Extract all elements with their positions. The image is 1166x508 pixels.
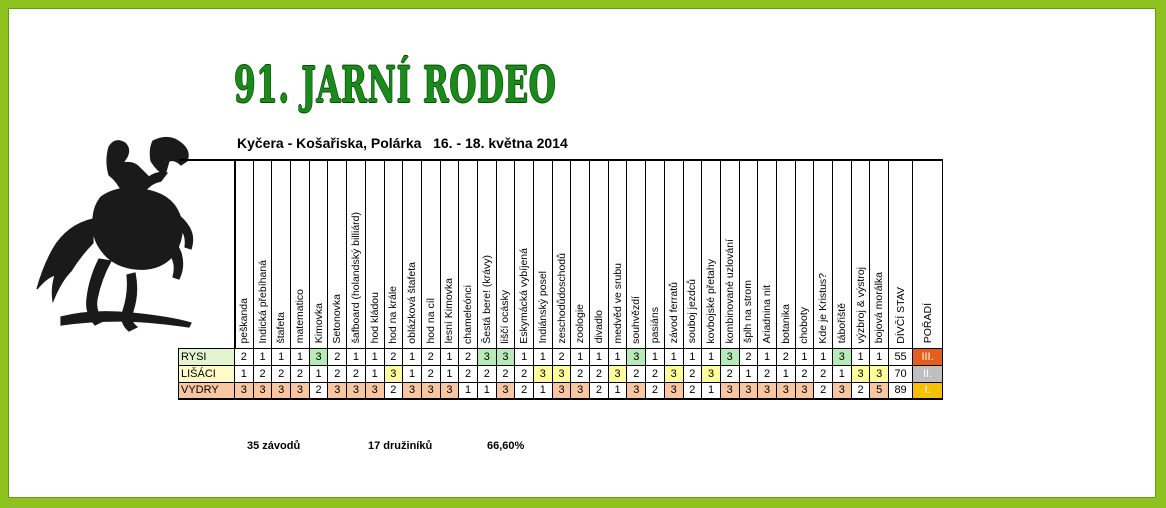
- column-header-label: hod kládou: [368, 292, 381, 344]
- column-header: [496, 160, 515, 348]
- score-cell: 1: [702, 382, 721, 399]
- score-cell: 1: [646, 348, 665, 365]
- score-cell: 2: [253, 365, 272, 382]
- column-header-label: hod na cíl: [424, 297, 437, 344]
- score-cell: 2: [272, 365, 291, 382]
- score-rows: [179, 348, 943, 399]
- score-cell: 1: [851, 348, 870, 365]
- score-cell: 3: [608, 365, 627, 382]
- score-cell: 1: [440, 348, 459, 365]
- column-header-label: štafeta: [275, 311, 288, 344]
- score-cell: 1: [795, 348, 814, 365]
- column-header: [590, 160, 609, 348]
- score-cell: 3: [627, 348, 646, 365]
- table-corner: [179, 160, 235, 348]
- score-cell: 2: [571, 365, 590, 382]
- column-header: [720, 160, 739, 348]
- percent-value: 66,60%: [487, 440, 525, 452]
- score-cell: 2: [720, 365, 739, 382]
- column-header-label: bojová morálka: [873, 272, 886, 344]
- score-cell: 2: [515, 382, 534, 399]
- score-cell: 1: [515, 348, 534, 365]
- score-cell: 3: [347, 382, 366, 399]
- score-cell: 3: [552, 382, 571, 399]
- column-header: [870, 160, 889, 348]
- column-header: [664, 160, 683, 348]
- score-cell: 1: [833, 365, 852, 382]
- rank-cell: I.: [913, 382, 943, 399]
- score-cell: 3: [833, 348, 852, 365]
- score-cell: 2: [683, 365, 702, 382]
- score-cell: 1: [776, 365, 795, 382]
- score-cell: 2: [776, 348, 795, 365]
- column-header: [851, 160, 870, 348]
- score-cell: 1: [683, 348, 702, 365]
- score-cell: 3: [365, 382, 384, 399]
- column-header-label: DÍVČÍ STAV: [894, 286, 907, 344]
- score-cell: 3: [758, 382, 777, 399]
- column-header-label: choboty: [798, 306, 811, 344]
- column-header-label: souhvězdí: [630, 295, 643, 344]
- column-header-label: zoologie: [574, 304, 587, 344]
- table-row: [179, 348, 943, 365]
- score-cell: 3: [403, 382, 422, 399]
- score-cell: 3: [496, 348, 515, 365]
- column-header: [235, 160, 254, 348]
- score-cell: 3: [552, 365, 571, 382]
- column-header-label: botanika: [779, 303, 792, 344]
- score-cell: 3: [253, 382, 272, 399]
- score-cell: 3: [440, 382, 459, 399]
- column-header-label: Kde je Kristus?: [817, 272, 830, 344]
- score-cell: 1: [814, 348, 833, 365]
- column-header-label: Ariadnina nit: [761, 285, 774, 344]
- event-subtitle: Kyčera - Košařiska, Polárka 16. - 18. května 2014: [237, 135, 568, 151]
- column-header-label: kovbojské přetahy: [705, 258, 718, 344]
- column-header-label: Setonovka: [331, 293, 344, 344]
- column-header: [534, 160, 553, 348]
- score-cell: 2: [235, 348, 254, 365]
- page-title: 91. JARNÍ RODEO: [234, 55, 557, 114]
- score-cell: 2: [814, 365, 833, 382]
- column-header-label: kombinované uzlování: [723, 239, 736, 344]
- column-header-label: výzbroj & výstroj: [854, 267, 867, 344]
- score-cell: 2: [291, 365, 310, 382]
- score-cell: 3: [496, 382, 515, 399]
- score-cell: 2: [795, 365, 814, 382]
- column-header: [913, 160, 943, 348]
- score-cell: 2: [646, 382, 665, 399]
- score-cell: 3: [421, 382, 440, 399]
- girls-count-cell: 89: [889, 382, 913, 399]
- column-header-label: zeschodůdoschodů: [555, 253, 568, 344]
- score-cell: 2: [646, 365, 665, 382]
- score-cell: 2: [459, 365, 478, 382]
- score-cell: 3: [664, 365, 683, 382]
- score-cell: 3: [571, 382, 590, 399]
- score-cell: 3: [720, 348, 739, 365]
- column-header: [403, 160, 422, 348]
- score-cell: 3: [702, 365, 721, 382]
- rank-cell: III.: [913, 348, 943, 365]
- score-table: [178, 159, 943, 400]
- score-cell: 2: [328, 348, 347, 365]
- score-cell: 3: [795, 382, 814, 399]
- column-header: [272, 160, 291, 348]
- column-header: [421, 160, 440, 348]
- column-header-label: Indická přebíhaná: [256, 260, 269, 344]
- column-header: [814, 160, 833, 348]
- score-cell: 2: [459, 348, 478, 365]
- column-header-label: závod ferratů: [667, 282, 680, 344]
- column-header-label: lesní Kimovka: [443, 278, 456, 344]
- column-header: [552, 160, 571, 348]
- score-cell: 1: [253, 348, 272, 365]
- column-header: [889, 160, 913, 348]
- score-cell: 1: [477, 382, 496, 399]
- team-name: LIŠÁCI: [179, 365, 235, 382]
- column-header-label: peškanda: [238, 297, 251, 344]
- score-cell: 2: [515, 365, 534, 382]
- column-header-label: souboj jezdců: [686, 279, 699, 344]
- column-header: [776, 160, 795, 348]
- score-cell: 2: [683, 382, 702, 399]
- score-cell: 2: [627, 365, 646, 382]
- score-cell: 1: [365, 365, 384, 382]
- column-header-label: Eskymácká vybíjená: [518, 247, 531, 344]
- score-cell: 2: [851, 382, 870, 399]
- column-header: [365, 160, 384, 348]
- column-header: [309, 160, 328, 348]
- column-header-label: matematico: [293, 289, 306, 344]
- score-cell: 2: [347, 365, 366, 382]
- score-cell: 1: [758, 348, 777, 365]
- score-cell: 2: [421, 348, 440, 365]
- column-header-label: šplh na strom: [742, 280, 755, 344]
- score-cell: 1: [272, 348, 291, 365]
- score-cell: 1: [440, 365, 459, 382]
- score-cell: 3: [291, 382, 310, 399]
- score-cell: 2: [552, 348, 571, 365]
- column-header: [571, 160, 590, 348]
- score-cell: 5: [870, 382, 889, 399]
- score-cell: 3: [235, 382, 254, 399]
- table-row: [179, 382, 943, 399]
- column-header: [459, 160, 478, 348]
- score-cell: 1: [291, 348, 310, 365]
- column-header-label: šafboard (holandský billiárd): [349, 212, 362, 344]
- rank-cell: II.: [913, 365, 943, 382]
- score-cell: 1: [534, 348, 553, 365]
- girls-count-cell: 70: [889, 365, 913, 382]
- member-count: 17 družiníků: [368, 440, 433, 452]
- score-cell: 1: [590, 348, 609, 365]
- score-cell: 1: [608, 382, 627, 399]
- score-cell: 2: [477, 365, 496, 382]
- column-header: [739, 160, 758, 348]
- score-cell: 1: [403, 348, 422, 365]
- girls-count-cell: 55: [889, 348, 913, 365]
- score-cell: 3: [870, 365, 889, 382]
- column-header-label: pasiáns: [648, 307, 661, 344]
- score-cell: 2: [309, 382, 328, 399]
- score-cell: 3: [384, 365, 403, 382]
- score-cell: 2: [590, 365, 609, 382]
- column-header-label: medvěd ve srubu: [611, 262, 624, 344]
- score-cell: 1: [235, 365, 254, 382]
- column-header: [833, 160, 852, 348]
- score-cell: 2: [328, 365, 347, 382]
- column-header-label: oblázková štafeta: [406, 261, 419, 344]
- column-header: [795, 160, 814, 348]
- score-cell: 3: [739, 382, 758, 399]
- score-cell: 1: [571, 348, 590, 365]
- column-header-label: Šestá bere! (krávy): [480, 254, 493, 344]
- column-header-label: liščí ocásky: [499, 289, 512, 344]
- score-cell: 1: [309, 365, 328, 382]
- score-cell: 1: [608, 348, 627, 365]
- column-header-label: tábořiště: [835, 303, 848, 344]
- column-header-label: chameleónci: [462, 284, 475, 344]
- column-header-label: Indiánský posel: [536, 271, 549, 344]
- column-header: [702, 160, 721, 348]
- score-cell: 3: [851, 365, 870, 382]
- score-cell: 3: [664, 382, 683, 399]
- table-row: [179, 365, 943, 382]
- score-cell: 1: [459, 382, 478, 399]
- column-header: [683, 160, 702, 348]
- column-header: [627, 160, 646, 348]
- score-cell: 2: [739, 348, 758, 365]
- score-cell: 2: [814, 382, 833, 399]
- score-cell: 3: [833, 382, 852, 399]
- column-header: [291, 160, 310, 348]
- column-header: [384, 160, 403, 348]
- race-count: 35 závodů: [247, 440, 301, 452]
- score-cell: 2: [384, 382, 403, 399]
- column-header-label: Kimovka: [312, 303, 325, 344]
- score-cell: 3: [477, 348, 496, 365]
- column-header-label: divadlo: [592, 310, 605, 344]
- score-cell: 2: [758, 365, 777, 382]
- score-cell: 1: [403, 365, 422, 382]
- score-cell: 3: [534, 365, 553, 382]
- column-header: [440, 160, 459, 348]
- score-cell: 3: [776, 382, 795, 399]
- score-cell: 2: [496, 365, 515, 382]
- column-header: [608, 160, 627, 348]
- score-cell: 3: [328, 382, 347, 399]
- column-header-row: [179, 160, 943, 348]
- score-cell: 1: [870, 348, 889, 365]
- score-cell: 1: [347, 348, 366, 365]
- score-cell: 1: [365, 348, 384, 365]
- column-header: [758, 160, 777, 348]
- team-name: RYSI: [179, 348, 235, 365]
- score-cell: 2: [384, 348, 403, 365]
- score-cell: 3: [627, 382, 646, 399]
- column-header: [253, 160, 272, 348]
- column-header: [515, 160, 534, 348]
- column-header: [328, 160, 347, 348]
- column-header: [646, 160, 665, 348]
- score-cell: 2: [590, 382, 609, 399]
- column-header-label: POŘADÍ: [921, 303, 934, 344]
- score-cell: 1: [702, 348, 721, 365]
- score-cell: 3: [272, 382, 291, 399]
- column-header: [477, 160, 496, 348]
- score-cell: 1: [664, 348, 683, 365]
- column-header: [347, 160, 366, 348]
- score-cell: 3: [309, 348, 328, 365]
- column-header-label: hod na krále: [387, 285, 400, 344]
- score-cell: 3: [720, 382, 739, 399]
- score-cell: 2: [421, 365, 440, 382]
- score-cell: 1: [534, 382, 553, 399]
- team-name: VYDRY: [179, 382, 235, 399]
- score-cell: 1: [739, 365, 758, 382]
